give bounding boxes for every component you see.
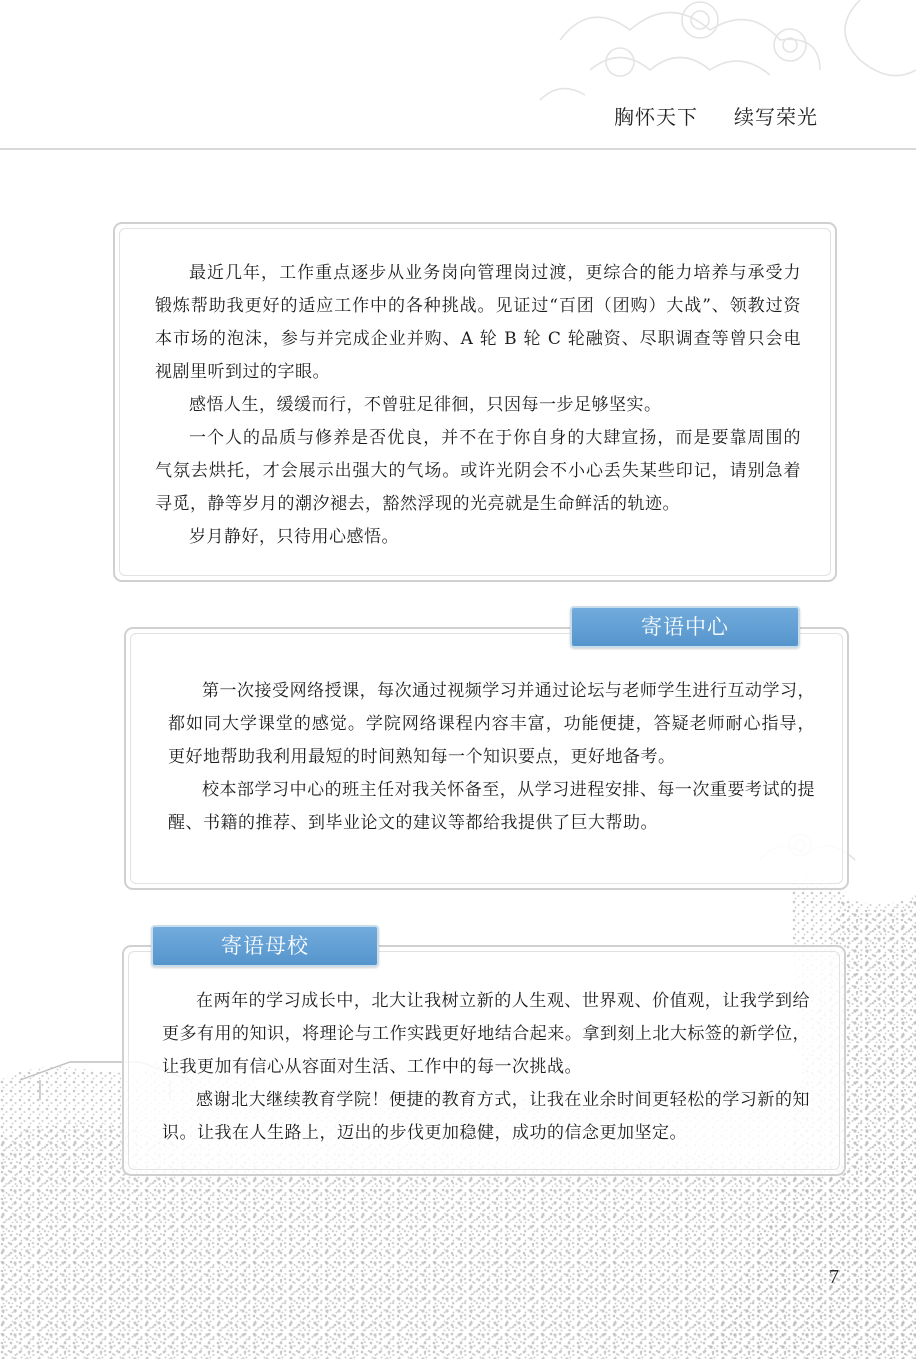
paragraph: 最近几年，工作重点逐步从业务岗向管理岗过渡，更综合的能力培养与承受力锻炼帮助我更好的适应工作中的各种挑战。见证过“百团（团购）大战”、领教过资本市场的泡沫，参与并完成企业并购、A 轮 B 轮 C 轮融资、尽职调查等曾只会电视剧里听到过的字眼。 [155, 263, 801, 382]
paragraph: 第一次接受网络授课，每次通过视频学习并通过论坛与老师学生进行互动学习，都如同大学课堂的感觉。学院网络课程内容丰富，功能便捷，答疑老师耐心指导，更好地帮助我利用最短的时间熟知每一个知识要点，更好地备考。 [168, 681, 815, 767]
text-box-message-to-alma-mater [122, 945, 846, 1176]
header-divider [0, 148, 916, 150]
section-tab-message-to-alma-mater: 寄语母校 [151, 925, 379, 967]
paragraph: 感悟人生，缓缓而行，不曾驻足徘徊，只因每一步足够坚实。 [189, 395, 662, 415]
paragraph: 岁月静好，只待用心感悟。 [189, 527, 399, 547]
paragraph: 一个人的品质与修养是否优良，并不在于你自身的大肆宣扬，而是要靠周围的气氛去烘托，才会展示出强大的气场。或许光阴会不小心丢失某些印记，请别急着寻觅，静等岁月的潮汐褪去，豁然浮现的光亮就是生命鲜活的轨迹。 [155, 428, 801, 514]
header-title-right: 续写荣光 [734, 105, 818, 129]
header-title-left: 胸怀天下 [614, 105, 698, 129]
page-number: 7 [829, 1266, 839, 1288]
text-box-reflection [113, 222, 837, 582]
paragraph: 校本部学习中心的班主任对我关怀备至，从学习进程安排、每一次重要考试的提醒、书籍的推荐、到毕业论文的建议等都给我提供了巨大帮助。 [168, 780, 815, 833]
header-title [614, 101, 818, 130]
page-header [0, 0, 916, 150]
paragraph: 感谢北大继续教育学院！便捷的教育方式，让我在业余时间更轻松的学习新的知识。让我在人生路上，迈出的步伐更加稳健，成功的信念更加坚定。 [162, 1090, 810, 1143]
section-tab-message-to-center: 寄语中心 [570, 606, 800, 648]
text-box-message-to-center [124, 627, 849, 890]
paragraph: 在两年的学习成长中，北大让我树立新的人生观、世界观、价值观，让我学到给更多有用的知识，将理论与工作实践更好地结合起来。拿到刻上北大标签的新学位，让我更加有信心从容面对生活、工作中的每一次挑战。 [162, 991, 810, 1077]
